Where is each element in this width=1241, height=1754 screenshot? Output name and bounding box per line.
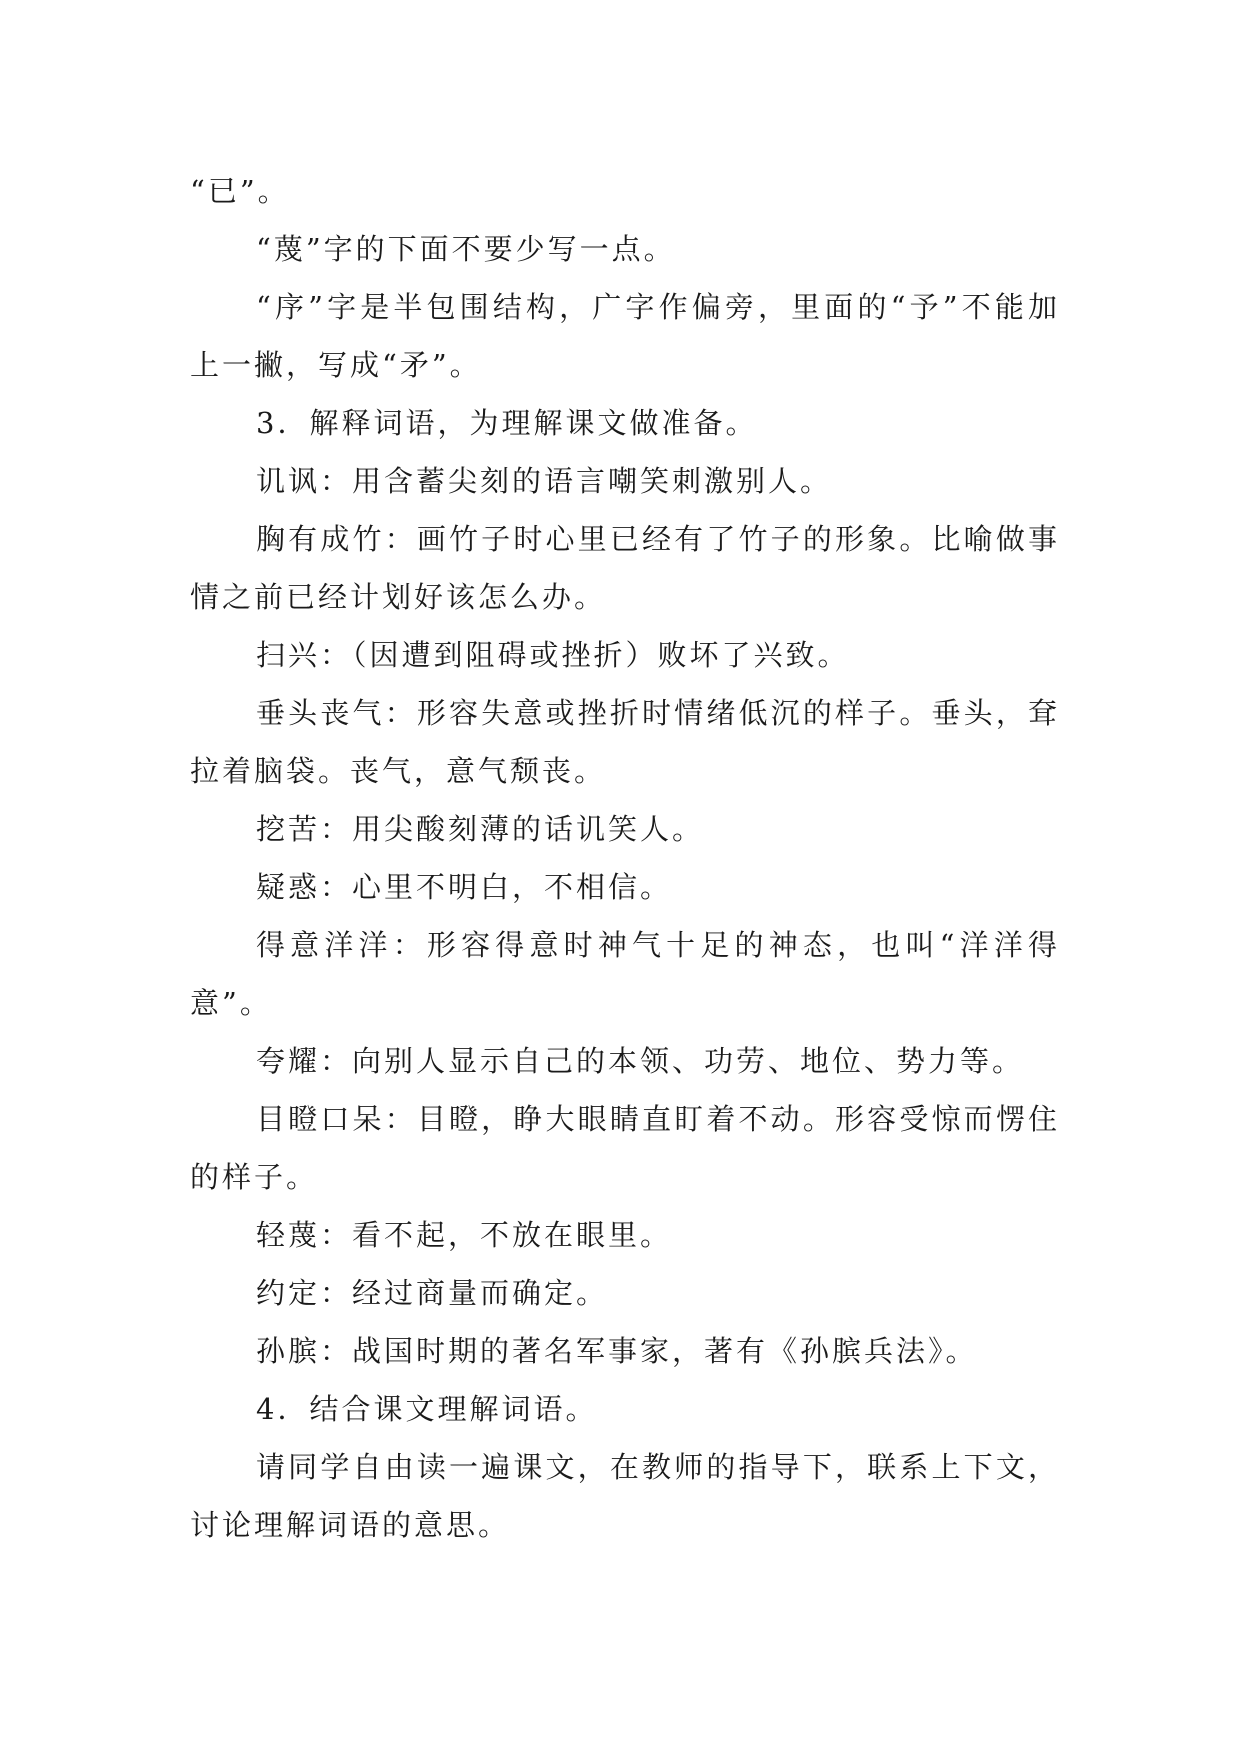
definition-yueding: 约定：经过商量而确定。 bbox=[256, 1276, 609, 1310]
definition-qingmie: 轻蔑：看不起，不放在眼里。 bbox=[256, 1218, 673, 1252]
paragraph-instruction: 请同学自由读一遍课文，在教师的指导下，联系上下文，讨论理解词语的意思。 bbox=[190, 1450, 1060, 1542]
definition-sunbin: 孙膑：战国时期的著名军事家，著有《孙膑兵法》。 bbox=[256, 1334, 978, 1368]
definition-chuitousangqi: 垂头丧气：形容失意或挫折时情绪低沉的样子。垂头，耷拉着脑袋。丧气，意气颓丧。 bbox=[190, 696, 1060, 788]
paragraph-continuation: “已”。 bbox=[190, 174, 290, 208]
definition-jifeng: 讥讽：用含蓄尖刻的语言嘲笑刺激别人。 bbox=[256, 464, 833, 498]
definition-xiongyouchengzhu: 胸有成竹：画竹子时心里已经有了竹子的形象。比喻做事情之前已经计划好该怎么办。 bbox=[190, 522, 1060, 614]
body-text bbox=[190, 162, 1060, 1554]
definition-waku: 挖苦：用尖酸刻薄的话讥笑人。 bbox=[256, 812, 705, 846]
paragraph-xu-note: “序”字是半包围结构，广字作偏旁，里面的“予”不能加上一撇，写成“矛”。 bbox=[190, 290, 1060, 382]
definition-mudengkoudai: 目瞪口呆：目瞪，睁大眼睛直盯着不动。形容受惊而愣住的样子。 bbox=[190, 1102, 1060, 1194]
section-heading-4: 4．结合课文理解词语。 bbox=[256, 1392, 598, 1426]
paragraph-mie-note: “蔑”字的下面不要少写一点。 bbox=[256, 232, 676, 266]
definition-deyiyangyang: 得意洋洋：形容得意时神气十足的神态，也叫“洋洋得意”。 bbox=[190, 928, 1060, 1020]
definition-kuayao: 夸耀：向别人显示自己的本领、功劳、地位、势力等。 bbox=[256, 1044, 1025, 1078]
definition-saoxing: 扫兴：（因遭到阻碍或挫折）败坏了兴致。 bbox=[256, 638, 850, 672]
section-heading-3: 3．解释词语，为理解课文做准备。 bbox=[256, 406, 758, 440]
definition-yihuo: 疑惑：心里不明白，不相信。 bbox=[256, 870, 673, 904]
